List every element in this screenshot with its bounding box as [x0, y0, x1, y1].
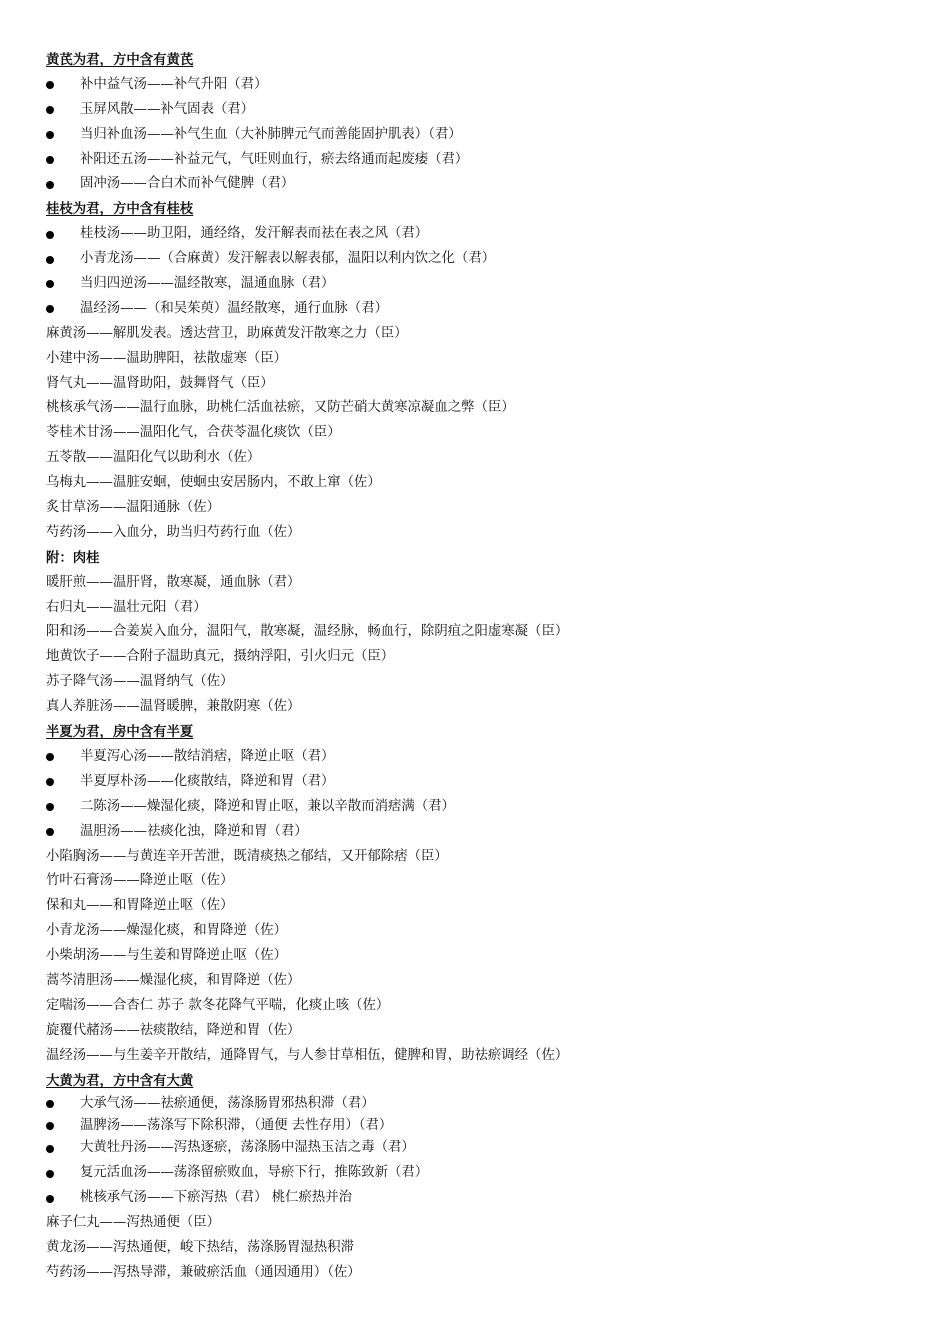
text-line: 真人养脏汤——温肾暖脾，兼散阴寒（佐）	[46, 699, 301, 715]
text-line: 阳和汤——合姜炭入血分，温阳气，散寒凝，温经脉，畅血行，除阴疽之阳虚寒凝（臣）	[46, 624, 569, 640]
section-heading: 半夏为君，房中含有半夏	[46, 724, 194, 741]
text-line: 苓桂术甘汤——温阳化气，合茯苓温化痰饮（臣）	[46, 425, 341, 441]
bullet-dot-icon	[46, 753, 54, 761]
bullet-item	[46, 1186, 916, 1211]
text-line: 竹叶石膏汤——降逆止呕（佐）	[46, 873, 234, 889]
section-heading: 黄芪为君，方中含有黄芪	[46, 52, 194, 68]
bullet-text: 小青龙汤——（合麻黄）发汗解表以解表郁，温阳以利内饮之化（君）	[80, 251, 496, 267]
bullet-item	[46, 1115, 916, 1137]
bullet-dot-icon	[46, 1145, 54, 1153]
bullet-dot-icon	[46, 305, 54, 313]
bullet-dot-icon	[46, 181, 54, 189]
text-line: 五苓散——温阳化气以助利水（佐）	[46, 450, 261, 466]
section-heading: 桂枝为君，方中含有桂枝	[46, 201, 194, 218]
text-line: 芍药汤——泻热导滞，兼破瘀活血（通因通用）（佐）	[46, 1264, 361, 1280]
text-line: 炙甘草汤——温阳通脉（佐）	[46, 500, 221, 516]
bullet-text: 温胆汤——祛痰化浊，降逆和胃（君）	[80, 823, 308, 839]
bullet-text: 补阳还五汤——补益元气，气旺则血行，瘀去络通而起废痿（君）	[80, 151, 469, 167]
bullet-dot-icon	[46, 81, 54, 89]
text-line: 小青龙汤——燥湿化痰，和胃降逆（佐）	[46, 923, 288, 939]
bullet-item	[46, 148, 916, 173]
bullet-item	[46, 272, 916, 297]
bullet-text: 半夏泻心汤——散结消痞，降逆止呕（君）	[80, 748, 335, 764]
text-line: 蒿芩清胆汤——燥湿化痰，和胃降逆（佐）	[46, 972, 301, 988]
bullet-text: 桂枝汤——助卫阳，通经络，发汗解表而祛在表之风（君）	[80, 226, 429, 242]
bullet-dot-icon	[46, 231, 54, 239]
bullet-dot-icon	[46, 803, 54, 811]
bullet-text: 当归补血汤——补气生血（大补肺脾元气而善能固护肌表）（君）	[80, 126, 462, 142]
bullet-item	[46, 73, 916, 98]
bullet-text: 半夏厚朴汤——化痰散结，降逆和胃（君）	[80, 773, 335, 789]
bullet-dot-icon	[46, 778, 54, 786]
bullet-text: 大黄牡丹汤——泻热逐瘀，荡涤肠中湿热玉洁之毒（君）	[80, 1140, 415, 1156]
text-line: 小柴胡汤——与生姜和胃降逆止呕（佐）	[46, 948, 288, 964]
text-line: 黄龙汤——泻热通便，峻下热结，荡涤肠胃湿热积滞	[46, 1239, 354, 1255]
document-page	[46, 48, 916, 1286]
text-line: 小建中汤——温助脾阳，祛散虚寒（臣）	[46, 350, 288, 366]
bullet-item	[46, 745, 916, 770]
bullet-text: 当归四逆汤——温经散寒，温通血脉（君）	[80, 276, 335, 292]
bullet-item	[46, 1136, 916, 1161]
bullet-dot-icon	[46, 1122, 54, 1130]
bullet-dot-icon	[46, 1195, 54, 1203]
bullet-dot-icon	[46, 256, 54, 264]
bullet-text: 玉屏风散——补气固表（君）	[80, 101, 255, 117]
text-line: 小陷胸汤——与黄连辛开苦泄，既清痰热之郁结，又开郁除痞（臣）	[46, 848, 448, 864]
text-line: 温经汤——与生姜辛开散结，通降胃气，与人参甘草相伍，健脾和胃，助祛瘀调经（佐）	[46, 1047, 569, 1063]
bullet-text: 温脾汤——荡涤写下除积滞，（通便 去性存用）（君）	[80, 1117, 393, 1133]
bullet-text: 二陈汤——燥湿化痰，降逆和胃止呕，兼以辛散而消痞满（君）	[80, 798, 455, 814]
bullet-item	[46, 247, 916, 272]
bullet-text: 固冲汤——合白术而补气健脾（君）	[80, 176, 295, 192]
bullet-text: 温经汤——（和吴茱萸）温经散寒，通行血脉（君）	[80, 300, 388, 316]
bullet-dot-icon	[46, 828, 54, 836]
bullet-item	[46, 172, 916, 197]
text-line: 芍药汤——入血分，助当归芍药行血（佐）	[46, 524, 301, 540]
bullet-item	[46, 222, 916, 247]
bullet-item	[46, 770, 916, 795]
text-line: 右归丸——温壮元阳（君）	[46, 599, 207, 615]
text-line: 麻子仁丸——泻热通便（臣）	[46, 1215, 221, 1231]
text-line: 旋覆代赭汤——祛痰散结，降逆和胃（佐）	[46, 1022, 301, 1038]
text-line: 肾气丸——温肾助阳，鼓舞肾气（臣）	[46, 375, 274, 391]
bullet-dot-icon	[46, 1100, 54, 1108]
bullet-item	[46, 820, 916, 845]
text-line: 定喘汤——合杏仁 苏子 款冬花降气平喘，化痰止咳（佐）	[46, 997, 390, 1013]
bullet-dot-icon	[46, 1170, 54, 1178]
bullet-text: 补中益气汤——补气升阳（君）	[80, 76, 268, 92]
bullet-text: 复元活血汤——荡涤留瘀败血，导瘀下行，推陈致新（君）	[80, 1165, 429, 1181]
text-line: 保和丸——和胃降逆止呕（佐）	[46, 898, 234, 914]
bullet-dot-icon	[46, 280, 54, 288]
text-line: 苏子降气汤——温肾纳气（佐）	[46, 674, 234, 690]
bullet-item	[46, 1093, 916, 1115]
section-heading: 大黄为君，方中含有大黄	[46, 1072, 194, 1089]
bullet-item	[46, 98, 916, 123]
bullet-text: 大承气汤——祛瘀通便，荡涤肠胃邪热积滞（君）	[80, 1096, 375, 1112]
bullet-item	[46, 297, 916, 322]
bullet-dot-icon	[46, 131, 54, 139]
bullet-item	[46, 795, 916, 820]
sub-heading: 附：肉桂	[46, 549, 100, 566]
text-line: 桃核承气汤——温行血脉，助桃仁活血祛瘀，又防芒硝大黄寒凉凝血之弊（臣）	[46, 400, 515, 416]
bullet-item	[46, 123, 916, 148]
text-line: 麻黄汤——解肌发表。透达营卫，助麻黄发汗散寒之力（臣）	[46, 325, 408, 341]
bullet-item	[46, 1161, 916, 1186]
bullet-dot-icon	[46, 106, 54, 114]
text-line: 暖肝煎——温肝肾，散寒凝，通血脉（君）	[46, 574, 301, 590]
bullet-dot-icon	[46, 156, 54, 164]
text-line: 乌梅丸——温脏安蛔，使蛔虫安居肠内，不敢上窜（佐）	[46, 475, 381, 491]
bullet-text: 桃核承气汤——下瘀泻热（君） 桃仁瘀热并治	[80, 1190, 353, 1206]
text-line: 地黄饮子——合附子温助真元，摄纳浮阳，引火归元（臣）	[46, 649, 395, 665]
